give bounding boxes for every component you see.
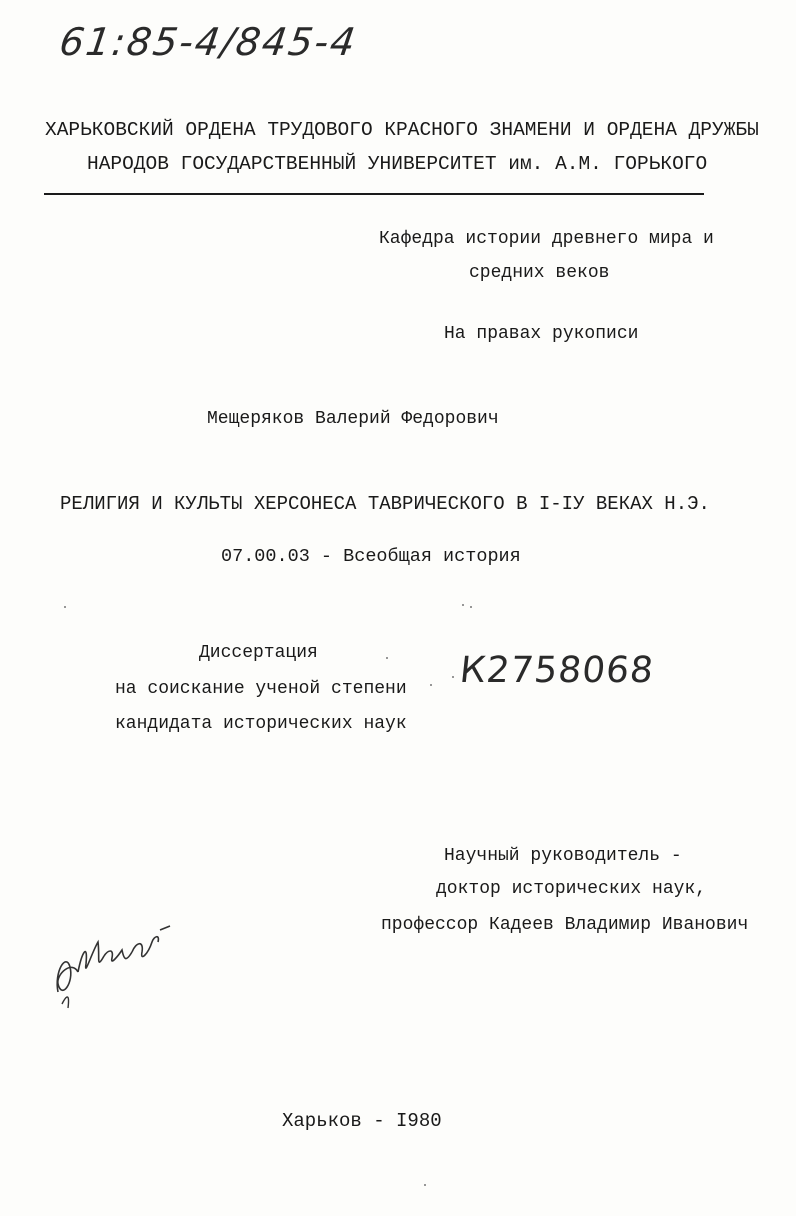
- inventory-code-handwritten: К2758068: [457, 650, 657, 691]
- scan-speck: [64, 606, 66, 608]
- university-name-line-1: ХАРЬКОВСКИЙ ОРДЕНА ТРУДОВОГО КРАСНОГО ЗНАМЕНИ И ОРДЕНА ДРУЖБЫ: [45, 119, 759, 141]
- dissertation-label: Диссертация: [199, 643, 318, 663]
- scan-speck: [430, 684, 432, 686]
- scan-speck: [452, 676, 454, 678]
- supervisor-label: Научный руководитель -: [444, 846, 682, 866]
- department-line-2: средних веков: [469, 263, 610, 283]
- manuscript-note: На правах рукописи: [444, 324, 639, 344]
- scan-speck: [462, 604, 464, 606]
- degree-line-1: на соискание ученой степени: [115, 679, 407, 699]
- place-and-year: Харьков - I980: [282, 1110, 442, 1132]
- department-line-1: Кафедра истории древнего мира и: [379, 229, 714, 249]
- degree-line-2: кандидата исторических наук: [115, 714, 407, 734]
- scan-speck: [386, 657, 388, 659]
- specialty-code: 07.00.03 - Всеобщая история: [221, 546, 521, 567]
- dissertation-title: РЕЛИГИЯ И КУЛЬТЫ ХЕРСОНЕСА ТАВРИЧЕСКОГО В I-IУ ВЕКАХ Н.Э.: [60, 493, 710, 515]
- scan-speck: [424, 1184, 426, 1186]
- supervisor-name: профессор Кадеев Владимир Иванович: [381, 915, 749, 935]
- signature-image: [48, 912, 178, 1012]
- author-name: Мещеряков Валерий Федорович: [207, 409, 499, 429]
- archive-code-handwritten: 61:85-4/845-4: [56, 20, 360, 64]
- supervisor-degree: доктор исторических наук,: [436, 879, 707, 899]
- header-divider: [44, 193, 704, 195]
- scan-speck: [470, 606, 472, 608]
- university-name-line-2: НАРОДОВ ГОСУДАРСТВЕННЫЙ УНИВЕРСИТЕТ им. А.М. ГОРЬКОГО: [87, 153, 708, 175]
